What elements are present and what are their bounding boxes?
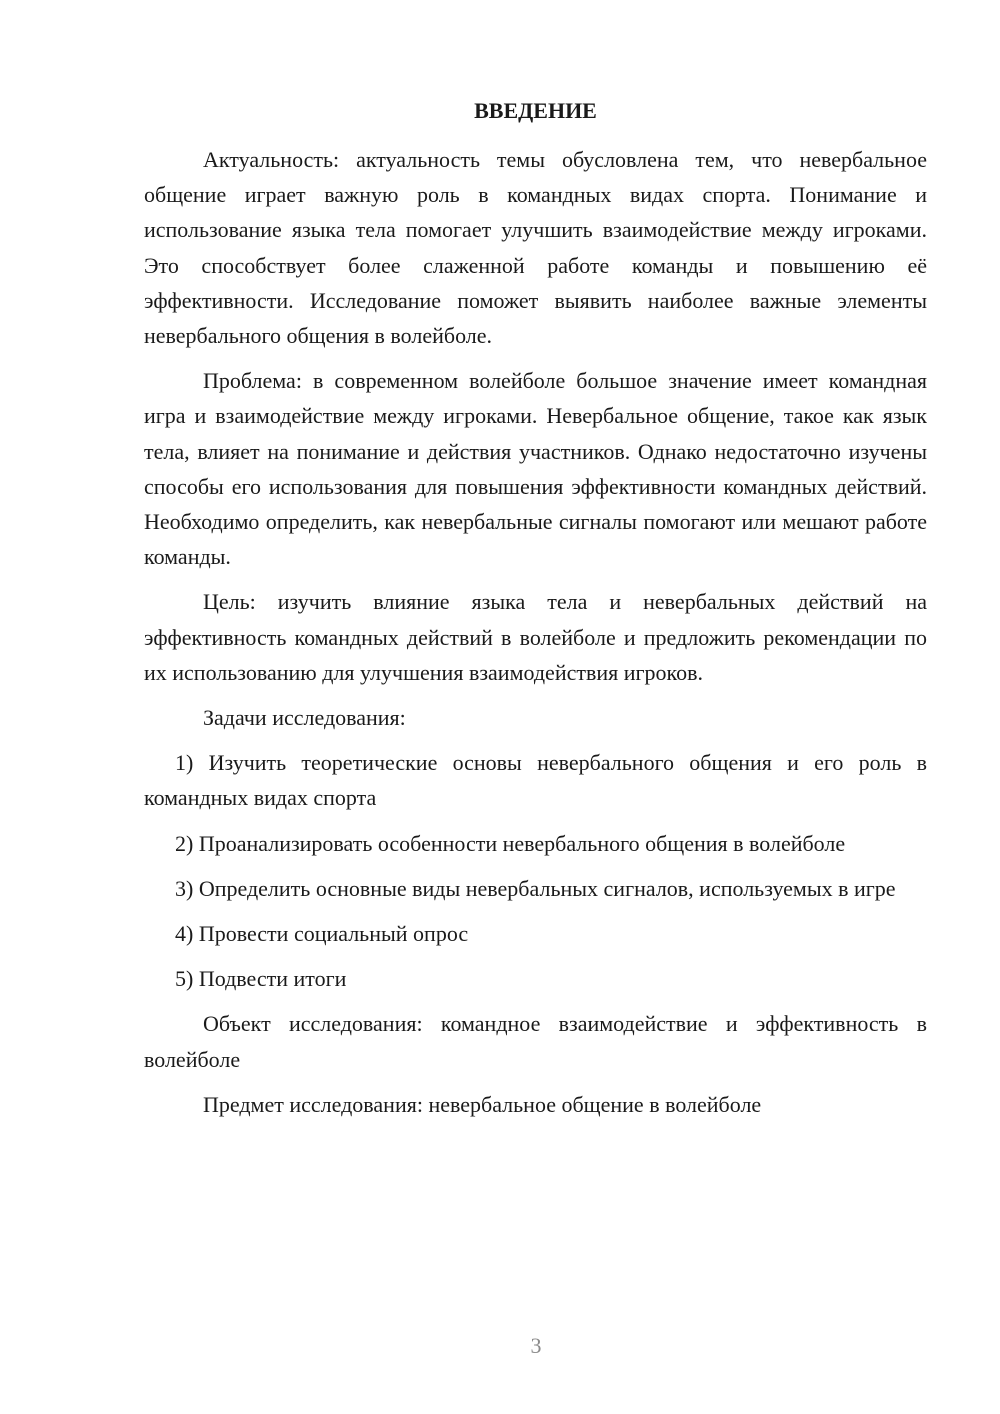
relevance-paragraph: Актуальность: актуальность темы обусловлена тем, что невербальное общение играет важную роль в командных видах спорта. Понимание и использование языка тела помогает улучшить взаимодействие между игроками. Это способствует более слаженной работе команды и повышению её эффективности. Исследование поможет выявить наиболее важные элементы невербального общения в волейболе. [144, 147, 927, 349]
task-item: 2) Проанализировать особенности невербального общения в волейболе [175, 830, 846, 856]
task-item: 1) Изучить теоретические основы невербального общения и его роль в командных видах спорта [144, 750, 927, 811]
goal-paragraph: Цель: изучить влияние языка тела и невербальных действий на эффективность командных действий в волейболе и предложить рекомендации по их использованию для улучшения взаимодействия игроков. [144, 589, 927, 685]
subject-paragraph: Предмет исследования: невербальное общение в волейболе [203, 1091, 762, 1117]
tasks-title: Задачи исследования: [203, 705, 406, 731]
body-text [144, 142, 927, 1132]
page-number: 3 [530, 1333, 542, 1358]
task-item: 5) Подвести итоги [175, 966, 347, 992]
object-paragraph: Объект исследования: командное взаимодействие и эффективность в волейболе [144, 1011, 927, 1072]
task-item: 4) Провести социальный опрос [175, 921, 469, 947]
task-item: 3) Определить основные виды невербальных сигналов, используемых в игре [175, 875, 896, 901]
section-heading: ВВЕДЕНИЕ [474, 98, 597, 123]
problem-paragraph: Проблема: в современном волейболе большое значение имеет командная игра и взаимодействие между игроками. Невербальное общение, такое как язык тела, влияет на понимание и действия участников. Однако недостаточно изучены способы его использования для повышения эффективности командных действий. Необходимо определить, как невербальные сигналы помогают или мешают работе команды. [144, 368, 927, 570]
